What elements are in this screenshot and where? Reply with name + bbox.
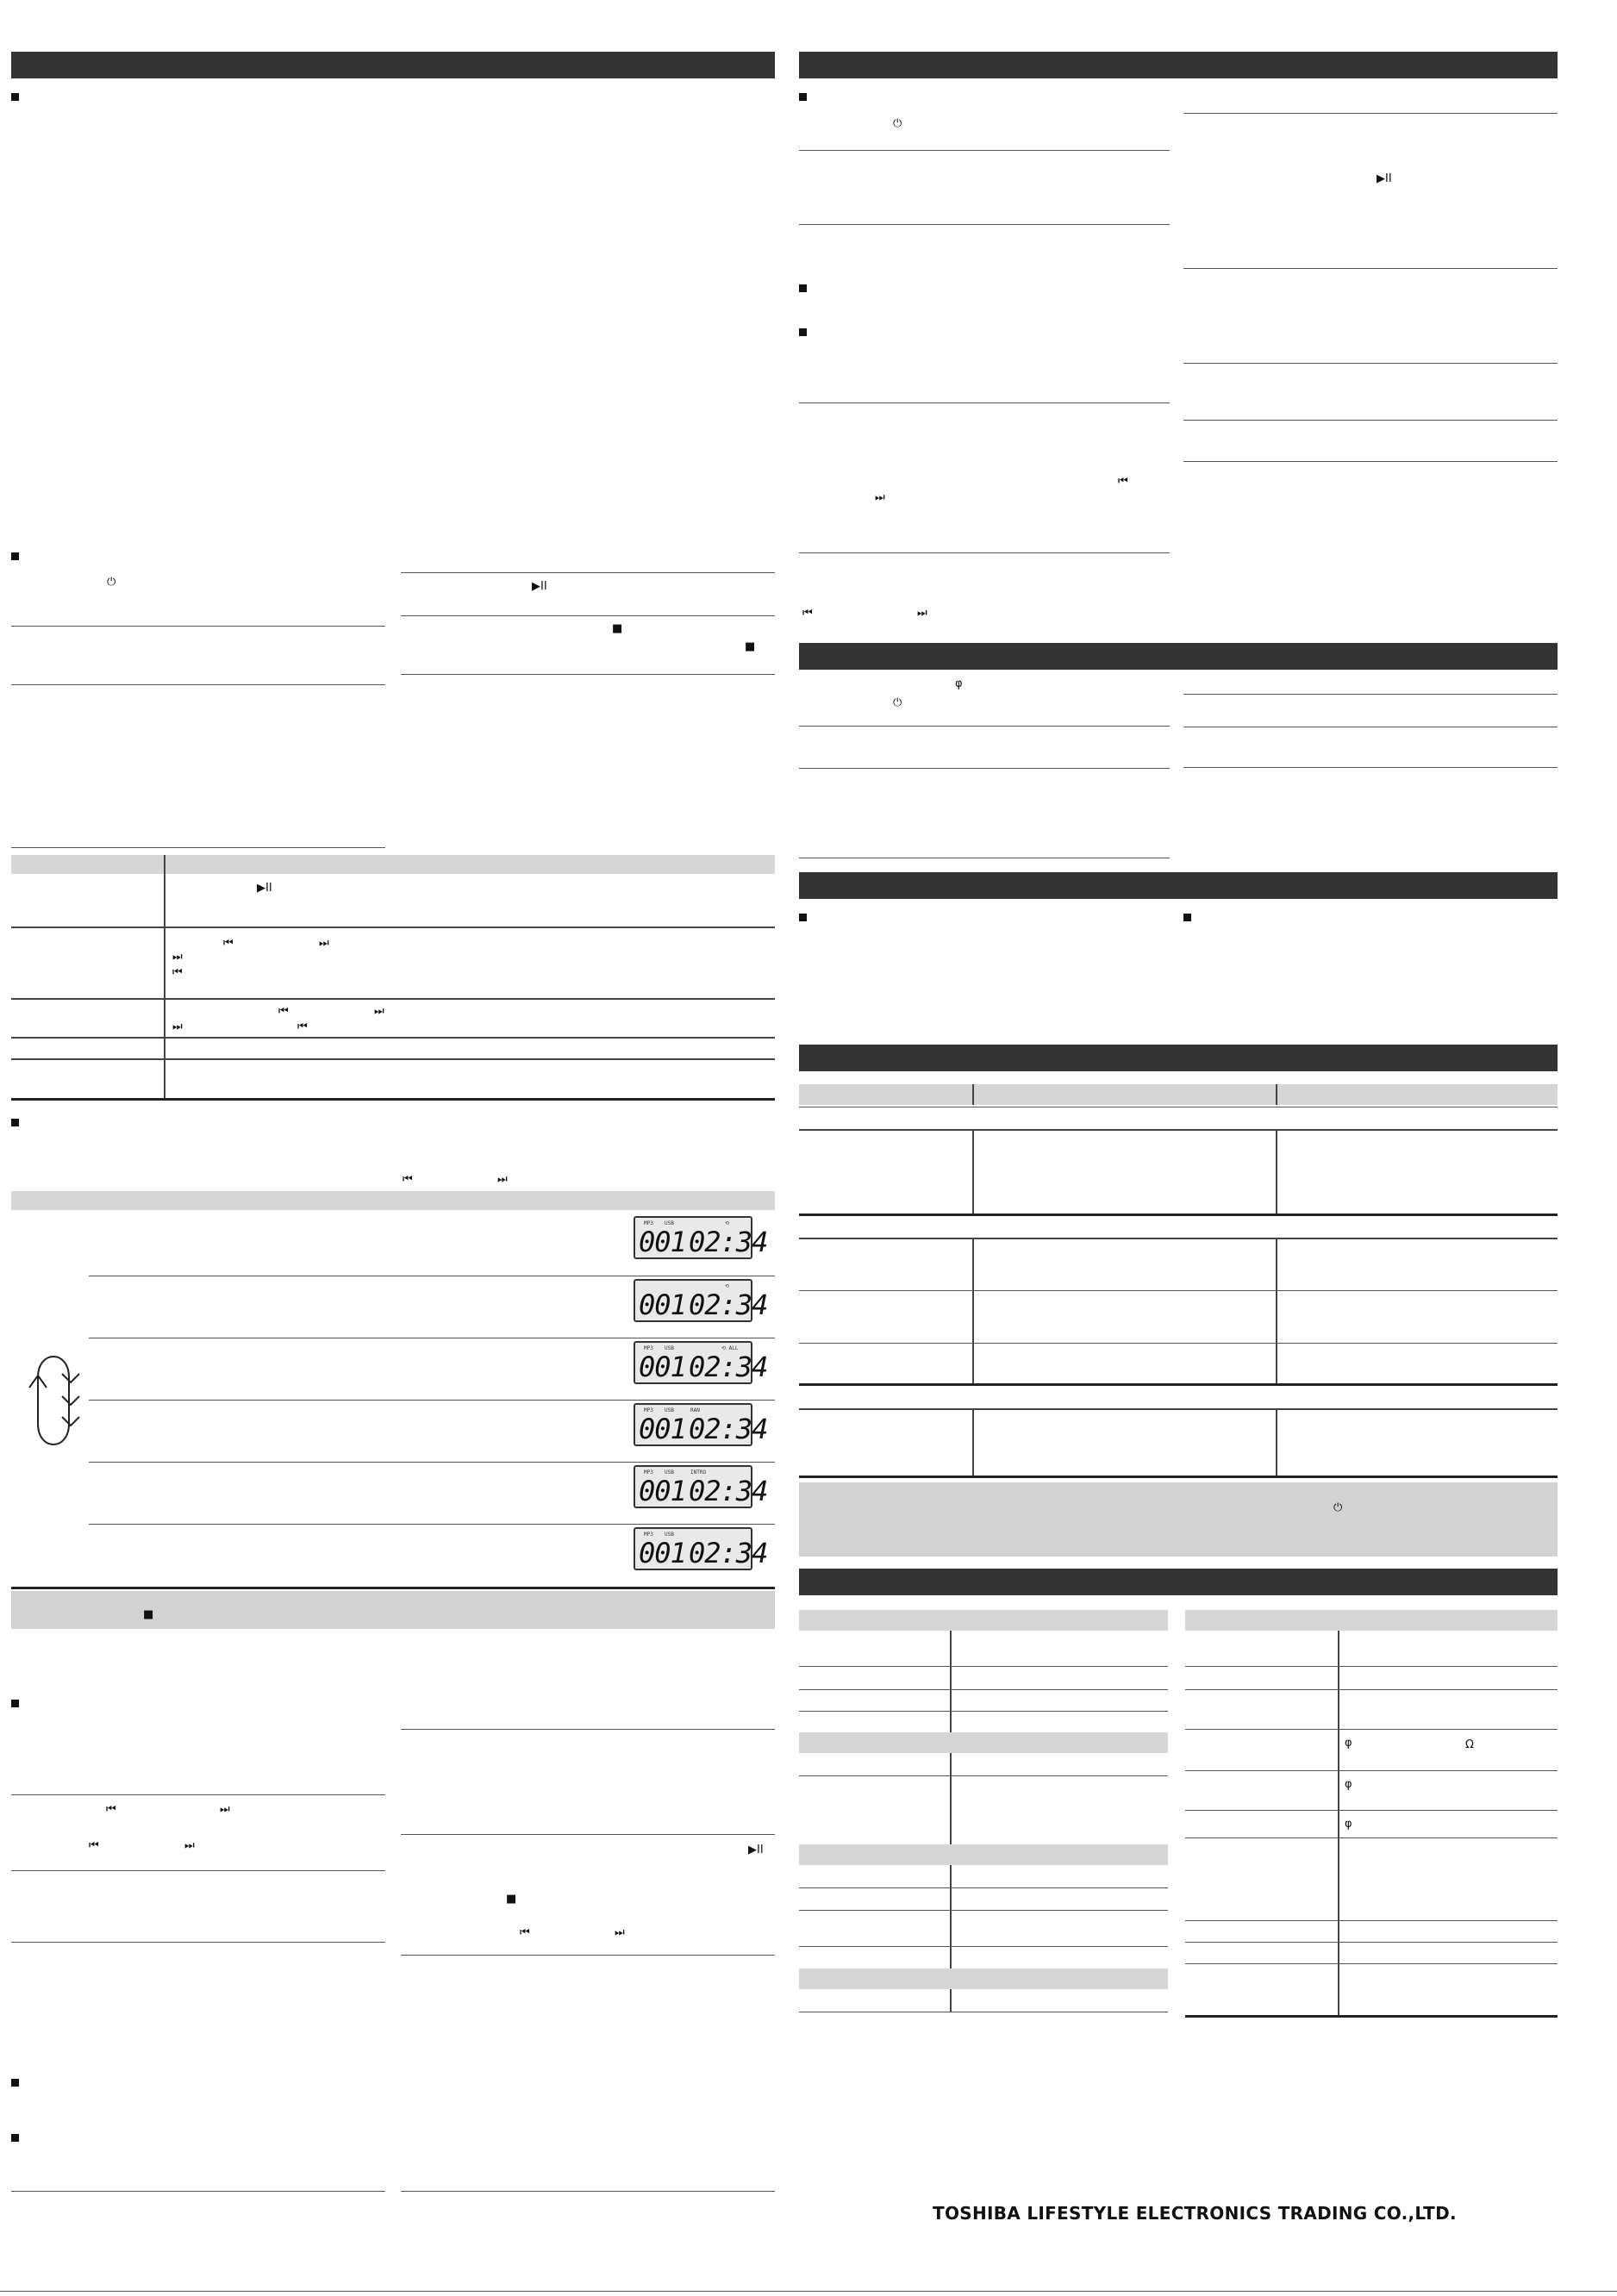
right-section-header bbox=[799, 1569, 1558, 1595]
bullet-square bbox=[11, 552, 19, 560]
spec-divider bbox=[1185, 1837, 1558, 1838]
prev-icon: ⏮ bbox=[297, 1020, 308, 1033]
bullet-square bbox=[799, 914, 807, 921]
prev-icon: ⏮ bbox=[223, 937, 234, 950]
prev-icon: ⏮ bbox=[802, 607, 813, 620]
play-pause-icon: ▶II bbox=[257, 882, 272, 895]
prev-icon: ⏮ bbox=[106, 1803, 116, 1816]
table-header bbox=[11, 855, 775, 874]
divider bbox=[11, 626, 385, 627]
power-icon: ⏻ bbox=[893, 696, 902, 709]
play-pause-icon: ▶II bbox=[532, 580, 547, 593]
trouble-divider bbox=[799, 1129, 1558, 1131]
phi-symbol: φ bbox=[955, 677, 963, 690]
lcd-indicator-repeat-all: ⟲ ALL bbox=[721, 1345, 739, 1351]
bullet-square bbox=[11, 1119, 19, 1126]
lcd-indicator-intro: INTRO bbox=[690, 1469, 707, 1476]
divider bbox=[11, 1942, 385, 1943]
divider bbox=[401, 1834, 775, 1835]
prev-icon: ⏮ bbox=[1118, 475, 1128, 488]
divider bbox=[799, 402, 1170, 403]
lcd-indicator-usb: USB bbox=[665, 1220, 674, 1226]
divider bbox=[11, 1870, 385, 1871]
spec-divider bbox=[799, 1775, 1168, 1776]
spec-divider bbox=[1185, 1963, 1558, 1964]
lcd-indicator-random: RAN bbox=[690, 1407, 700, 1413]
divider bbox=[799, 224, 1170, 225]
right-section-header bbox=[799, 643, 1558, 670]
lcd-display-random bbox=[634, 1403, 768, 1446]
divider bbox=[401, 572, 775, 573]
spec-divider bbox=[1185, 1770, 1558, 1771]
spec-divider bbox=[799, 1711, 1168, 1712]
next-icon: ⏭ bbox=[497, 1173, 508, 1186]
stop-icon: ■ bbox=[506, 1893, 517, 1906]
next-icon: ⏭ bbox=[184, 1839, 195, 1852]
lcd-indicator-mp3: MP3 bbox=[644, 1532, 653, 1538]
stop-icon: ■ bbox=[143, 1608, 154, 1621]
table-column-divider bbox=[164, 855, 165, 1098]
prev-icon: ⏮ bbox=[89, 1839, 99, 1852]
spec-group-header bbox=[799, 1610, 1168, 1631]
mode-table-header bbox=[11, 1191, 775, 1210]
trouble-divider bbox=[799, 1476, 1558, 1478]
trouble-col-divider bbox=[1276, 1129, 1277, 1214]
lcd-time: 02:34 bbox=[689, 1475, 768, 1507]
divider bbox=[11, 847, 385, 848]
right-section-header bbox=[799, 52, 1558, 78]
play-pause-icon: ▶II bbox=[1377, 172, 1392, 185]
spec-divider bbox=[1185, 1920, 1558, 1921]
spec-group-header bbox=[1185, 1610, 1558, 1631]
divider bbox=[799, 150, 1170, 151]
note-box bbox=[11, 1591, 775, 1629]
next-icon: ⏭ bbox=[615, 1926, 625, 1939]
table-row-divider bbox=[11, 1058, 775, 1060]
trouble-divider bbox=[799, 1238, 1558, 1239]
lcd-indicator-mp3: MP3 bbox=[644, 1220, 653, 1226]
trouble-col-divider bbox=[972, 1129, 974, 1214]
spec-group-header bbox=[799, 1844, 1168, 1865]
lcd-indicator-usb: USB bbox=[665, 1345, 674, 1351]
next-icon: ⏭ bbox=[172, 1020, 183, 1033]
stop-icon: ■ bbox=[612, 622, 623, 635]
lcd-track: 001 bbox=[639, 1413, 686, 1445]
trouble-col-divider bbox=[972, 1084, 974, 1105]
divider bbox=[11, 684, 385, 685]
bullet-square bbox=[799, 328, 807, 336]
next-icon: ⏭ bbox=[875, 491, 885, 504]
spec-col-divider bbox=[950, 1631, 952, 2012]
table-bottom bbox=[11, 1098, 775, 1101]
phi-symbol: φ bbox=[1345, 1778, 1352, 1791]
page-bottom-rule bbox=[0, 2291, 1617, 2292]
divider bbox=[401, 2191, 775, 2192]
spec-group-header bbox=[799, 1732, 1168, 1753]
spec-col-divider bbox=[1338, 1631, 1339, 2015]
play-pause-icon: ▶II bbox=[748, 1844, 764, 1856]
lcd-indicator-repeat: ⟲ bbox=[725, 1283, 730, 1289]
bullet-square bbox=[799, 93, 807, 101]
mode-cycle-arrow-icon bbox=[17, 1345, 86, 1457]
lcd-indicator-repeat: ⟲ bbox=[725, 1220, 730, 1226]
divider bbox=[401, 1729, 775, 1730]
trouble-col-divider bbox=[1276, 1408, 1277, 1476]
spec-group-header bbox=[799, 1968, 1168, 1989]
divider bbox=[11, 2191, 385, 2192]
mode-divider bbox=[89, 1400, 775, 1401]
next-icon: ⏭ bbox=[917, 607, 927, 620]
trouble-col-divider bbox=[1276, 1084, 1277, 1105]
lcd-display-repeat-one bbox=[634, 1216, 768, 1259]
lcd-indicator-usb: USB bbox=[665, 1532, 674, 1538]
divider bbox=[799, 768, 1170, 769]
divider bbox=[1183, 694, 1558, 695]
spec-divider bbox=[1185, 1729, 1558, 1730]
divider bbox=[1183, 767, 1558, 768]
ohm-symbol: Ω bbox=[1465, 1738, 1474, 1751]
lcd-track: 001 bbox=[639, 1537, 686, 1569]
next-icon: ⏭ bbox=[172, 951, 183, 964]
trouble-divider bbox=[799, 1383, 1558, 1386]
next-icon: ⏭ bbox=[319, 937, 329, 950]
divider bbox=[401, 1955, 775, 1956]
power-icon: ⏻ bbox=[1333, 1501, 1343, 1514]
power-icon: ⏻ bbox=[893, 117, 902, 130]
divider bbox=[799, 552, 1170, 553]
bullet-square bbox=[11, 93, 19, 101]
lcd-indicator-mp3: MP3 bbox=[644, 1407, 653, 1413]
prev-icon: ⏮ bbox=[278, 1005, 289, 1018]
next-icon: ⏭ bbox=[220, 1803, 230, 1816]
trouble-divider bbox=[799, 1214, 1558, 1216]
lcd-track: 001 bbox=[639, 1475, 686, 1507]
bullet-square bbox=[1183, 914, 1191, 921]
spec-divider bbox=[799, 1689, 1168, 1690]
trouble-col-divider bbox=[972, 1238, 974, 1384]
prev-icon: ⏮ bbox=[403, 1173, 413, 1186]
lcd-time: 02:34 bbox=[689, 1413, 768, 1445]
lcd-time: 02:34 bbox=[689, 1226, 768, 1258]
mode-divider bbox=[89, 1524, 775, 1525]
trouble-divider bbox=[799, 1408, 1558, 1410]
company-name: TOSHIBA LIFESTYLE ELECTRONICS TRADING CO.,LTD. bbox=[933, 2203, 1457, 2224]
spec-divider bbox=[799, 1946, 1168, 1947]
lcd-display-normal bbox=[634, 1527, 768, 1570]
table-row-divider bbox=[11, 927, 775, 928]
spec-divider bbox=[1185, 1942, 1558, 1943]
divider bbox=[11, 1794, 385, 1795]
lcd-track: 001 bbox=[639, 1226, 686, 1258]
table-row-divider bbox=[11, 998, 775, 1000]
divider bbox=[401, 674, 775, 675]
spec-divider bbox=[1185, 1810, 1558, 1811]
trouble-divider bbox=[799, 1290, 1558, 1291]
lcd-track: 001 bbox=[639, 1288, 686, 1321]
divider bbox=[799, 726, 1170, 727]
lcd-time: 02:34 bbox=[689, 1537, 768, 1569]
spec-divider bbox=[799, 1910, 1168, 1911]
bullet-square bbox=[11, 2079, 19, 2087]
divider bbox=[1183, 113, 1558, 114]
lcd-display-repeat-all bbox=[634, 1341, 768, 1384]
trouble-note-box bbox=[799, 1482, 1558, 1557]
lcd-track: 001 bbox=[639, 1351, 686, 1383]
trouble-divider bbox=[799, 1343, 1558, 1344]
trouble-col-divider bbox=[972, 1408, 974, 1476]
stop-icon: ■ bbox=[745, 640, 756, 653]
next-icon: ⏭ bbox=[374, 1005, 384, 1018]
spec-divider bbox=[1185, 1666, 1558, 1667]
lcd-display-intro bbox=[634, 1465, 768, 1508]
spec-divider bbox=[799, 1666, 1168, 1667]
divider bbox=[1183, 363, 1558, 364]
lcd-indicator-usb: USB bbox=[665, 1469, 674, 1476]
lcd-indicator-mp3: MP3 bbox=[644, 1345, 653, 1351]
lcd-display-repeat-one-usb bbox=[634, 1279, 768, 1322]
divider bbox=[1183, 268, 1558, 269]
prev-icon: ⏮ bbox=[172, 966, 183, 979]
bullet-square bbox=[11, 2134, 19, 2142]
spec-bottom bbox=[1185, 2015, 1558, 2018]
prev-icon: ⏮ bbox=[520, 1926, 530, 1939]
lcd-indicator-usb: USB bbox=[665, 1407, 674, 1413]
lcd-time: 02:34 bbox=[689, 1288, 768, 1321]
right-section-header bbox=[799, 872, 1558, 899]
phi-symbol: φ bbox=[1345, 1818, 1352, 1831]
trouble-col-divider bbox=[1276, 1238, 1277, 1384]
spec-divider bbox=[799, 1887, 1168, 1888]
phi-symbol: φ bbox=[1345, 1737, 1352, 1750]
lcd-indicator-mp3: MP3 bbox=[644, 1469, 653, 1476]
trouble-table-header bbox=[799, 1084, 1558, 1105]
divider bbox=[1183, 420, 1558, 421]
mode-table-bottom bbox=[11, 1587, 775, 1589]
power-icon: ⏻ bbox=[107, 576, 116, 589]
bullet-square bbox=[799, 284, 807, 292]
table-row-divider bbox=[11, 1037, 775, 1039]
divider bbox=[401, 615, 775, 616]
left-section-header bbox=[11, 52, 775, 78]
right-section-header bbox=[799, 1045, 1558, 1071]
divider bbox=[1183, 461, 1558, 462]
lcd-time: 02:34 bbox=[689, 1351, 768, 1383]
spec-divider bbox=[1185, 1689, 1558, 1690]
bullet-square bbox=[11, 1700, 19, 1707]
mode-divider bbox=[89, 1462, 775, 1463]
